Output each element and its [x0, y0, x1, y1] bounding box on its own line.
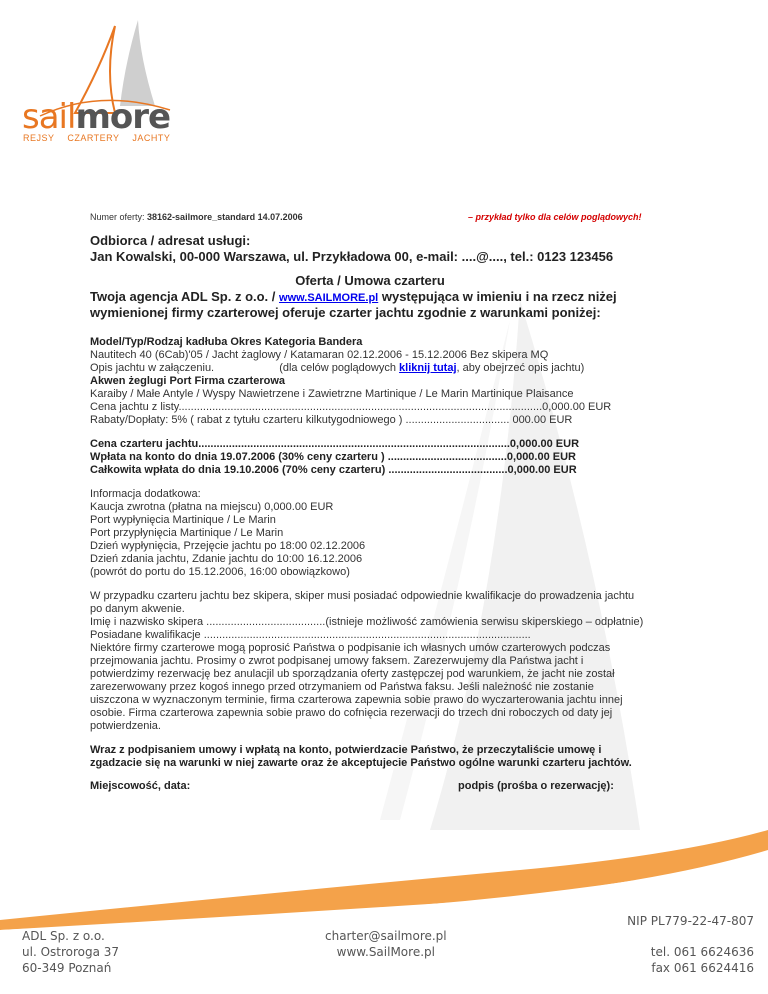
skipper-name-line: Imię i nazwisko skipera .......................................(istnieje możliwość zamówienia serwisu skiperskiego – odpłatnie): [90, 616, 644, 628]
footer-email[interactable]: charter@sailmore.pl: [325, 929, 447, 943]
yacht-desc-prefix: Opis jachtu w załączeniu.: [90, 362, 215, 374]
yacht-description-line: [90, 362, 584, 375]
logo-word-more: more: [75, 97, 171, 137]
yacht-desc-mid: (dla celów poglądowych: [279, 362, 400, 374]
area-heading: Akwen żeglugi Port Firma czarterowa: [90, 375, 285, 387]
offer-date: 14.07.2006: [257, 212, 303, 222]
logo-wordmark: [22, 97, 171, 137]
offer-number-label: Numer oferty:: [90, 212, 145, 222]
sailmore-link[interactable]: www.SAILMORE.pl: [279, 292, 379, 304]
yacht-heading: Model/Typ/Rodzaj kadłuba Okres Kategoria Bandera: [90, 336, 363, 348]
terms-line: potwierdzimy rezerwację bez anulacjil ub sporządzania oferty zastępczej pod warunkiem, że jacht nie został: [90, 668, 615, 680]
additional-line: Kaucja zwrotna (płatna na miejscu) 0,000.00 EUR: [90, 501, 334, 513]
footer-phone: tel. 061 6624636: [650, 945, 754, 959]
signature-label: podpis (prośba o rezerwację):: [458, 780, 614, 792]
terms-line: przejmowania jachtu. Prosimy o zwrot podpisanej umowy faksem. Zarezerwujemy dla Państwa jacht i: [90, 655, 584, 667]
agency-suffix: występująca w imieniu i na rzecz niżej: [378, 289, 617, 304]
logo-word-sail: sail: [22, 97, 76, 137]
terms-line: potwierdzenia.: [90, 720, 161, 732]
full-payment: Całkowita wpłata do dnia 19.10.2006 (70% ceny czarteru) .......................................0,000.00 EUR: [90, 464, 577, 476]
agency-prefix: Twoja agencja ADL Sp. z o.o. /: [90, 289, 280, 304]
skipper-line: po danym akwenie.: [90, 603, 185, 615]
additional-heading: Informacja dodatkowa:: [90, 488, 201, 500]
additional-line: Dzień zdania jachtu, Zdanie jachtu do 10:00 16.12.2006: [90, 553, 363, 565]
additional-line: (powrót do portu do 15.12.2006, 16:00 obowiązkowo): [90, 566, 350, 578]
terms-line: osobie. Firma czarterowa zapewnia sobie prawo do cofnięcia rezerwacji do trzech dni roboczych od daty jej: [90, 707, 613, 719]
terms-line: zarezerwowany przez kogoś innego przed otrzymaniem od Państwa faksu. Jeśli należność nie zostanie: [90, 681, 594, 693]
offer-number-line: [90, 211, 303, 224]
additional-line: Port przypłynięcia Martinique / Le Marin: [90, 527, 284, 539]
charter-price: Cena czarteru jachtu......................................................................................................0,000.00 EUR: [90, 438, 580, 450]
skipper-qualifications-line: Posiadane kwalifikacje ...........................................................................................................: [90, 629, 531, 641]
footer-nip: NIP PL779-22-47-807: [627, 914, 754, 928]
area-details: Karaiby / Małe Antyle / Wyspy Nawietrzene i Zawietrzne Martinique / Le Marin Martinique Plaisance: [90, 388, 574, 400]
additional-line: Port wypłynięcia Martinique / Le Marin: [90, 514, 276, 526]
agreement-line: zgadzacie się na warunki w niej zawarte oraz że akceptujecie Państwo ogólne warunki czarteru jachtów.: [90, 757, 632, 769]
footer-company: [22, 928, 119, 976]
recipient-details: Jan Kowalski, 00-000 Warszawa, ul. Przykładowa 00, e-mail: ....@...., tel.: 0123 123456: [90, 249, 614, 264]
skipper-line: W przypadku czarteru jachtu bez skipera, skiper musi posiadać odpowiednie kwalifikacje do prowadzenia jachtu: [90, 590, 635, 602]
footer-fax: fax 061 6624416: [651, 961, 754, 975]
yacht-description-link[interactable]: kliknij tutaj: [399, 362, 457, 374]
terms-line: uiszczona w wyznaczonym terminie, firma czarterowa zapewnia sobie prawo do wyczarterowania jachtu innej: [90, 694, 623, 706]
yacht-details: Nautitech 40 (6Cab)'05 / Jacht żaglowy / Katamaran 02.12.2006 - 15.12.2006 Bez skipera MQ: [90, 349, 549, 361]
terms-line: Niektóre firmy czarterowe mogą poprosić Państwa o podpisanie ich własnych umów czarterowych podczas: [90, 642, 611, 654]
offer-number: 38162-sailmore_standard: [147, 212, 256, 222]
agency-line-2: wymienionej firmy czarterowej oferuje czarter jachtu zgodnie z warunkami poniżej:: [90, 305, 601, 320]
recipient-heading: Odbiorca / adresat usługi:: [90, 233, 251, 248]
agency-line: [90, 289, 617, 306]
list-price: Cena jachtu z listy.......................................................................................................................0,000.00 EUR: [90, 401, 612, 413]
company-name: ADL Sp. z o.o.: [22, 929, 105, 943]
yacht-desc-suffix: , aby obejrzeć opis jachtu): [456, 362, 585, 374]
example-note: – przykład tylko dla celów poglądowych!: [468, 212, 642, 222]
footer-phones: [651, 944, 754, 976]
first-payment: Wpłata na konto do dnia 19.07.2006 (30% ceny czarteru ) .......................................0,000.00 EUR: [90, 451, 576, 463]
footer-website[interactable]: www.SailMore.pl: [336, 945, 435, 959]
additional-line: Dzień wypłynięcia, Przejęcie jachtu po 18:00 02.12.2006: [90, 540, 366, 552]
place-date-label: Miejscowość, data:: [90, 780, 191, 792]
offer-title: Oferta / Umowa czarteru: [295, 273, 445, 288]
footer-contact: [325, 928, 447, 960]
company-street: ul. Ostroroga 37: [22, 945, 120, 959]
discount: Rabaty/Dopłaty: 5% ( rabat z tytułu czarteru kilkutygodniowego ) .................................. 000.00 EUR: [90, 414, 573, 426]
company-city: 60-349 Poznań: [22, 961, 112, 975]
agreement-line: Wraz z podpisaniem umowy i wpłatą na konto, potwierdzacie Państwo, że przeczytaliście umowę i: [90, 744, 602, 756]
logo-tagline: REJSY CZARTERY JACHTY: [23, 133, 171, 143]
